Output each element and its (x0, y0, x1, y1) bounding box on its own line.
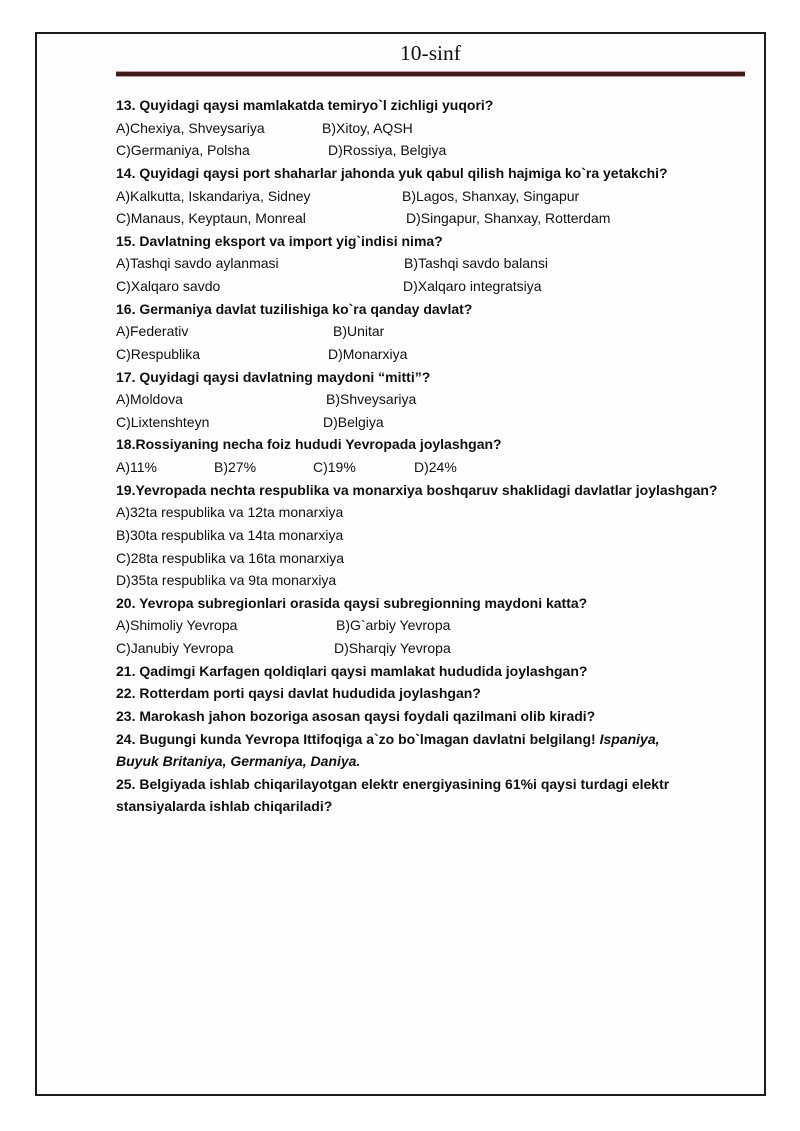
option-cell: B)Xitoy, AQSH (322, 119, 413, 136)
option-row (116, 117, 745, 140)
question-heading-text: 16. Germaniya davlat tuzilishiga ko`ra qanday davlat? (116, 300, 473, 317)
question-block (116, 773, 745, 818)
question-heading-text: 15. Davlatning eksport va import yig`indisi nima? (116, 232, 443, 249)
option-row (116, 637, 745, 660)
option-cell: A)Kalkutta, Iskandariya, Sidney (116, 187, 311, 204)
option-cell: A)Moldova (116, 391, 183, 408)
option-cell: B)Tashqi savdo balansi (404, 255, 548, 272)
question-block (116, 479, 745, 592)
option-cell: B)Shveysariya (326, 391, 417, 408)
question-block (116, 728, 745, 773)
question-block (116, 162, 745, 230)
question-heading-text: 19.Yevropada nechta respublika va monarxiya boshqaruv shaklidagi davlatlar joylashgan? (116, 481, 718, 498)
option-cell: D)Singapur, Shanxay, Rotterdam (406, 210, 611, 227)
option-cell: B)30ta respublika va 14ta monarxiya (116, 526, 344, 543)
option-cell: D)Belgiya (323, 413, 384, 430)
option-cell: B)27% (214, 459, 257, 475)
option-cell: A)Tashqi savdo aylanmasi (116, 255, 279, 272)
question-block (116, 682, 745, 705)
question-block (116, 592, 745, 660)
question-heading-text: stansiyalarda ishlab chiqariladi? (116, 798, 333, 815)
option-row (116, 343, 745, 366)
question-block (116, 94, 745, 162)
option-cell: D)35ta respublika va 9ta monarxiya (116, 572, 337, 589)
content-column (116, 40, 745, 818)
question-heading-text: 13. Quyidagi qaysi mamlakatda temiryo`l zichligi yuqori? (116, 97, 494, 113)
question-heading-text: 25. Belgiyada ishlab chiqarilayotgan elektr energiyasining 61%i qaysi turdagi elektr (116, 775, 670, 792)
question-heading-text: 20. Yevropa subregionlari orasida qaysi subregionning maydoni katta? (116, 594, 588, 611)
questions-list (116, 94, 745, 818)
option-cell: D)24% (414, 459, 457, 475)
option-row (116, 411, 745, 434)
question-block (116, 298, 745, 366)
question-heading-text: 24. Bugungi kunda Yevropa Ittifoqiga a`zo bo`lmagan davlatni belgilang! (116, 730, 600, 747)
question-heading (116, 795, 745, 818)
option-cell: C)Respublika (116, 345, 201, 362)
question-heading-text: Buyuk Britaniya, Germaniya, Daniya. (116, 753, 361, 770)
header-rule (116, 71, 745, 77)
option-cell: A)Shimoliy Yevropa (116, 617, 238, 634)
question-heading-text: 14. Quyidagi qaysi port shaharlar jahonda yuk qabul qilish hajmiga ko`ra yetakchi? (116, 164, 668, 181)
option-cell: B)Lagos, Shanxay, Singapur (402, 187, 580, 204)
option-cell: C)Janubiy Yevropa (116, 640, 234, 656)
option-cell: C)Germaniya, Polsha (116, 142, 250, 159)
option-cell: A)Chexiya, Shveysariya (116, 119, 265, 136)
question-heading-text: 17. Quyidagi qaysi davlatning maydoni “mitti”? (116, 368, 431, 385)
option-cell: D)Rossiya, Belgiya (328, 142, 447, 159)
option-cell: D)Xalqaro integratsiya (403, 278, 542, 294)
option-cell: A)32ta respublika va 12ta monarxiya (116, 504, 344, 521)
question-heading-text: 18.Rossiyaning necha foiz hududi Yevropada joylashgan? (116, 436, 502, 453)
question-heading (116, 162, 745, 185)
question-block (116, 230, 745, 298)
question-heading (116, 433, 745, 456)
option-row (116, 547, 745, 570)
option-row (116, 569, 745, 592)
question-block (116, 660, 745, 683)
question-heading (116, 230, 745, 253)
question-block (116, 705, 745, 728)
option-row (116, 524, 745, 547)
question-heading (116, 750, 745, 773)
question-heading-text: Ispaniya, (599, 730, 660, 747)
question-heading (116, 705, 745, 728)
question-heading-text: 23. Marokash jahon bozoriga asosan qaysi foydali qazilmani olib kiradi? (116, 707, 596, 724)
option-row (116, 501, 745, 524)
option-row (116, 275, 745, 298)
option-cell: D)Sharqiy Yevropa (334, 640, 451, 656)
question-heading-text: 21. Qadimgi Karfagen qoldiqlari qaysi mamlakat hududida joylashgan? (116, 662, 588, 679)
option-row (116, 388, 745, 411)
option-cell: B)G`arbiy Yevropa (336, 617, 451, 634)
question-heading (116, 479, 745, 502)
option-row (116, 614, 745, 637)
question-heading (116, 773, 745, 796)
option-cell: C)19% (313, 459, 356, 475)
option-row (116, 252, 745, 275)
option-cell: A)11% (116, 459, 157, 475)
question-heading (116, 94, 745, 117)
option-row (116, 139, 745, 162)
option-row (116, 320, 745, 343)
question-block (116, 433, 745, 478)
option-row (116, 207, 745, 230)
question-heading (116, 660, 745, 683)
option-cell: C)Xalqaro savdo (116, 278, 221, 294)
question-heading (116, 298, 745, 321)
option-cell: C)Manaus, Keyptaun, Monreal (116, 210, 306, 227)
option-cell: C)28ta respublika va 16ta monarxiya (116, 549, 345, 566)
question-heading-text: 22. Rotterdam porti qaysi davlat hududida joylashgan? (116, 685, 481, 702)
question-heading (116, 728, 745, 751)
worksheet-page (35, 32, 766, 1096)
page-title: 10-sinf (400, 41, 461, 65)
question-heading (116, 592, 745, 615)
option-row (116, 185, 745, 208)
question-heading (116, 682, 745, 705)
question-heading (116, 366, 745, 389)
question-block (116, 366, 745, 434)
option-cell: D)Monarxiya (328, 345, 408, 362)
option-row (116, 456, 745, 479)
option-cell: C)Lixtenshteyn (116, 413, 210, 430)
option-cell: A)Federativ (116, 323, 189, 340)
option-cell: B)Unitar (333, 323, 385, 340)
